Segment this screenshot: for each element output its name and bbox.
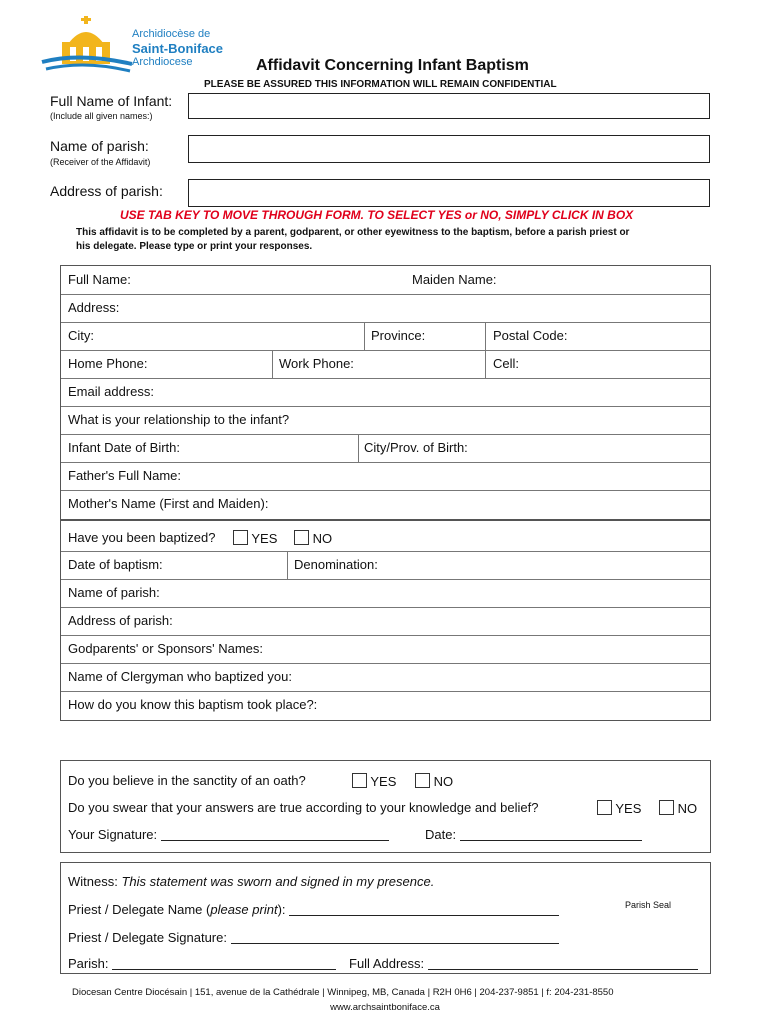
priest-name-label-a: Priest / Delegate Name ( xyxy=(68,902,211,917)
parish-address-input[interactable] xyxy=(188,179,710,207)
priest-name-label-italic: please print xyxy=(210,902,278,917)
confidential-note: PLEASE BE ASSURED THIS INFORMATION WILL REMAIN CONFIDENTIAL xyxy=(204,79,557,90)
infant-name-label: Full Name of Infant: xyxy=(50,93,173,109)
priest-signature-label: Priest / Delegate Signature: xyxy=(68,930,227,945)
oath-question: Do you believe in the sanctity of an oath? xyxy=(68,773,306,788)
footer-address: Diocesan Centre Diocésain | 151, avenue de la Cathédrale | Winnipeg, MB, Canada | R2H 0H6 | 204-237-9851 | f: 204-231-8550 xyxy=(72,987,614,998)
postal-code-field[interactable]: Postal Code: xyxy=(493,328,568,343)
baptized-yes-label: YES xyxy=(251,531,278,546)
cathedral-logo-icon xyxy=(40,14,135,76)
maiden-name-field[interactable]: Maiden Name: xyxy=(412,272,497,287)
parish-name-sublabel: (Receiver of the Affidavit) xyxy=(50,157,151,167)
footer-website[interactable]: www.archsaintboniface.ca xyxy=(330,1002,440,1013)
witness-statement: This statement was sworn and signed in my presence. xyxy=(121,874,435,889)
city-field[interactable]: City: xyxy=(68,328,94,343)
instruction-line1: This affidavit is to be completed by a parent, godparent, or other eyewitness to the baptism, before a parish priest or xyxy=(76,227,630,238)
logo xyxy=(40,14,230,76)
priest-name-label-b: ): xyxy=(277,902,286,917)
baptism-parish-address-field[interactable]: Address of parish: xyxy=(68,613,173,628)
how-know-field[interactable]: How do you know this baptism took place?: xyxy=(68,697,318,712)
clergyman-field[interactable]: Name of Clergyman who baptized you: xyxy=(68,669,293,684)
witness-section xyxy=(60,862,711,974)
baptism-info-section xyxy=(60,520,711,721)
full-name-field[interactable]: Full Name: xyxy=(68,272,131,287)
date-baptism-field[interactable]: Date of baptism: xyxy=(68,557,163,572)
parish-name-label: Name of parish: xyxy=(50,138,149,154)
father-name-field[interactable]: Father's Full Name: xyxy=(68,468,182,483)
relationship-field[interactable]: What is your relationship to the infant? xyxy=(68,412,290,427)
email-field[interactable]: Email address: xyxy=(68,384,154,399)
logo-line1: Archidiocèse de xyxy=(132,28,211,40)
infant-name-input[interactable] xyxy=(188,93,710,119)
signature-line[interactable] xyxy=(161,840,389,841)
personal-info-section xyxy=(60,265,711,520)
swear-yes-label: YES xyxy=(615,801,642,816)
parish-address-label: Address of parish: xyxy=(50,183,163,199)
swear-question: Do you swear that your answers are true according to your knowledge and belief? xyxy=(68,800,539,815)
infant-name-sublabel: (Include all given names:) xyxy=(50,111,153,121)
cell-field[interactable]: Cell: xyxy=(493,356,520,371)
oath-no-label: NO xyxy=(433,774,454,789)
priest-name-line[interactable] xyxy=(289,915,559,916)
work-phone-field[interactable]: Work Phone: xyxy=(279,356,354,371)
godparents-field[interactable]: Godparents' or Sponsors' Names: xyxy=(68,641,263,656)
parish-seal-label: Parish Seal xyxy=(625,900,672,910)
priest-signature-line[interactable] xyxy=(231,943,559,944)
address-field[interactable]: Address: xyxy=(68,300,120,315)
baptized-no-label: NO xyxy=(312,531,333,546)
parish-label: Parish: xyxy=(68,956,109,971)
instruction-line2: his delegate. Please type or print your responses. xyxy=(76,241,313,252)
full-address-line[interactable] xyxy=(428,969,698,970)
swear-yes-checkbox[interactable] xyxy=(597,800,612,815)
home-phone-field[interactable]: Home Phone: xyxy=(68,356,148,371)
logo-line3: Archdiocese xyxy=(132,56,193,68)
infant-dob-field[interactable]: Infant Date of Birth: xyxy=(68,440,181,455)
parish-name-input[interactable] xyxy=(188,135,710,163)
signature-label: Your Signature: xyxy=(68,827,158,842)
baptized-no-checkbox[interactable] xyxy=(294,530,309,545)
denomination-field[interactable]: Denomination: xyxy=(294,557,378,572)
oath-section xyxy=(60,760,711,853)
parish-line[interactable] xyxy=(112,969,336,970)
city-prov-birth-field[interactable]: City/Prov. of Birth: xyxy=(364,440,468,455)
full-address-label: Full Address: xyxy=(349,956,425,971)
witness-label: Witness: xyxy=(68,874,118,889)
date-label: Date: xyxy=(425,827,457,842)
baptized-question: Have you been baptized? xyxy=(68,530,216,545)
swear-no-label: NO xyxy=(677,801,698,816)
province-field[interactable]: Province: xyxy=(371,328,426,343)
swear-no-checkbox[interactable] xyxy=(659,800,674,815)
tab-instruction: USE TAB KEY TO MOVE THROUGH FORM. TO SELECT YES or NO, SIMPLY CLICK IN BOX xyxy=(120,208,634,222)
oath-yes-label: YES xyxy=(370,774,397,789)
oath-no-checkbox[interactable] xyxy=(415,773,430,788)
page-title: Affidavit Concerning Infant Baptism xyxy=(256,57,529,74)
baptized-yes-checkbox[interactable] xyxy=(233,530,248,545)
mother-name-field[interactable]: Mother's Name (First and Maiden): xyxy=(68,496,269,511)
logo-line2: Saint-Boniface xyxy=(132,41,224,56)
baptism-parish-field[interactable]: Name of parish: xyxy=(68,585,160,600)
date-line[interactable] xyxy=(460,840,642,841)
oath-yes-checkbox[interactable] xyxy=(352,773,367,788)
